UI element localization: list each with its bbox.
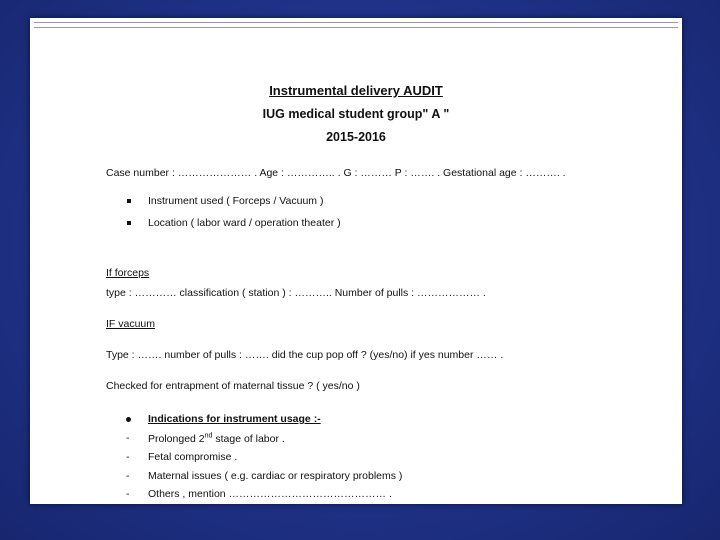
forceps-heading: If forceps — [106, 267, 150, 279]
square-bullet-icon — [127, 199, 131, 203]
indication-item: Others , mention ……………………………………… . — [148, 488, 392, 500]
entrapment-line: Checked for entrapment of maternal tissue ? ( yes/no ) — [106, 380, 360, 392]
dash-bullet: - — [126, 470, 130, 482]
location-line: Location ( labor ward / operation theater ) — [148, 217, 341, 229]
dash-bullet: - — [126, 451, 130, 463]
sheet-top-border — [34, 22, 678, 28]
indication-item — [148, 432, 285, 445]
document-subtitle: IUG medical student group" A " — [262, 107, 450, 121]
instrument-used-line: Instrument used ( Forceps / Vacuum ) — [148, 195, 324, 207]
case-info-line: Case number : ………………… . Age : ………….. . G : ……… P : ……. . Gestational age : ………. . — [106, 167, 566, 179]
indication-item: Fetal compromise . — [148, 451, 238, 463]
document-title: Instrumental delivery AUDIT — [269, 83, 443, 98]
document-sheet — [30, 18, 682, 504]
dash-bullet: - — [126, 488, 130, 500]
square-bullet-icon — [127, 221, 131, 225]
indications-heading: Indications for instrument usage :- — [148, 413, 321, 425]
forceps-line: type : ………… classification ( station ) : ……….. Number of pulls : ……………… . — [106, 287, 486, 299]
indication-text: Prolonged 2nd stage of labor . — [148, 432, 285, 445]
round-bullet-icon — [126, 417, 131, 422]
indication-item: Maternal issues ( e.g. cardiac or respiratory problems ) — [148, 470, 403, 482]
document-year: 2015-2016 — [326, 130, 386, 144]
vacuum-heading: IF vacuum — [106, 318, 156, 330]
vacuum-line: Type : ……. number of pulls : ……. did the cup pop off ? (yes/no) if yes number …… . — [106, 349, 504, 361]
dash-bullet: - — [126, 432, 130, 444]
